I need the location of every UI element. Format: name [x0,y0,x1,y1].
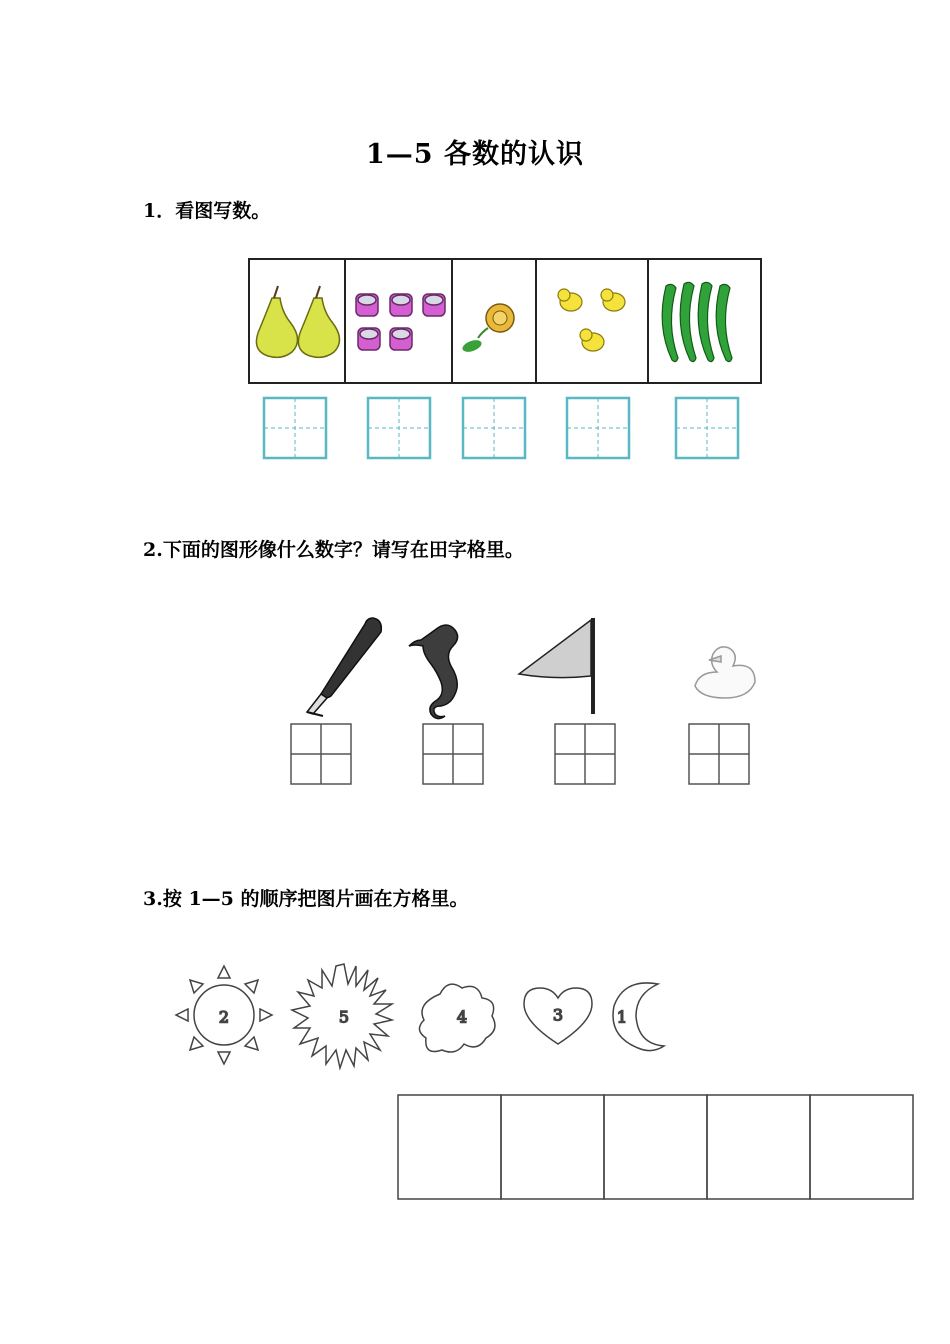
tianzige-box[interactable] [463,398,525,458]
cucumber-icon [662,284,678,361]
cloud-number: 4 [456,1007,468,1027]
moon-number: 1 [616,1007,628,1027]
sun-number: 2 [218,1007,230,1027]
cucumber-icon [698,282,714,361]
pear-icon [298,286,339,357]
fountain-pen-icon [307,618,381,716]
heart-number: 3 [552,1005,564,1025]
duck-icon [695,647,755,698]
tianzige-box[interactable] [555,724,615,784]
starburst-icon [292,964,392,1068]
answer-box[interactable] [707,1095,810,1199]
moon-icon [613,983,664,1051]
starburst-number: 5 [338,1007,350,1027]
cucumber-icon [716,284,732,361]
answer-box[interactable] [501,1095,604,1199]
drum-icon [423,294,445,316]
question-3-shapes [172,960,672,1070]
flag-icon [519,618,593,714]
heart-icon [524,988,592,1044]
tianzige-box[interactable] [291,724,351,784]
seahorse-icon [409,625,458,719]
question-3-text: 3.按 1—5 的顺序把图片画在方格里。 [143,888,469,910]
answer-box[interactable] [398,1095,501,1199]
answer-box[interactable] [604,1095,707,1199]
question-2-text: 2.下面的图形像什么数字？请写在田字格里。 [143,539,524,561]
question-2-pictures [285,612,765,722]
drum-icon [356,294,378,316]
tianzige-box[interactable] [567,398,629,458]
question-1-answer-grids [262,396,742,462]
chick-icon [558,289,582,311]
question-1-picture-strip [248,258,763,386]
chick-icon [601,289,625,311]
pear-icon [256,286,297,357]
tianzige-box[interactable] [264,398,326,458]
sun-icon [176,966,272,1064]
chick-icon [580,329,604,351]
tianzige-box[interactable] [689,724,749,784]
tianzige-box[interactable] [368,398,430,458]
question-2-answer-grids [289,722,755,788]
tianzige-box[interactable] [676,398,738,458]
drum-icon [390,294,412,316]
cloud-icon [419,984,494,1052]
tianzige-box[interactable] [423,724,483,784]
cucumber-icon [680,282,696,361]
answer-box[interactable] [810,1095,913,1199]
question-1-text: 1．看图写数。 [143,200,271,222]
drum-icon [390,328,412,350]
flower-icon [461,304,514,354]
question-3-answer-boxes [396,1093,916,1203]
page-title: 1—5 各数的认识 [366,139,584,170]
drum-icon [358,328,380,350]
